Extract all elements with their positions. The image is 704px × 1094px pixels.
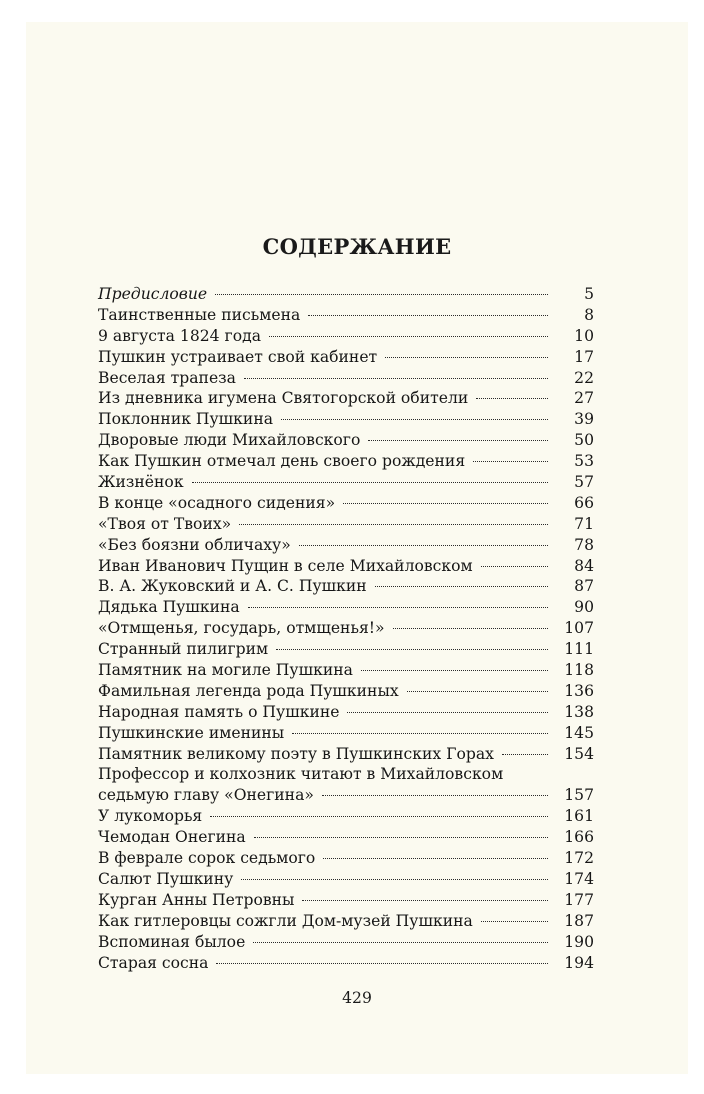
toc-entry-title: Дворовые люди Михайловского bbox=[98, 431, 361, 450]
toc-entry bbox=[98, 284, 594, 305]
toc-entry-page: 39 bbox=[574, 410, 594, 429]
toc-entry-title: «Отмщенья, государь, отмщенья!» bbox=[98, 619, 385, 638]
toc-entry bbox=[98, 681, 594, 702]
toc-entry-page: 166 bbox=[564, 828, 594, 847]
dot-leader bbox=[343, 503, 548, 504]
toc-entry bbox=[98, 535, 594, 556]
toc-entry-page: 136 bbox=[564, 681, 594, 700]
toc-entry bbox=[98, 514, 594, 535]
toc-entry-page: 84 bbox=[574, 556, 594, 575]
toc-entry-page: 161 bbox=[564, 807, 594, 826]
toc-entry-page: 66 bbox=[574, 493, 594, 512]
toc-entry-page: 107 bbox=[564, 619, 594, 638]
toc-entry bbox=[98, 451, 594, 472]
toc-entry-page: 154 bbox=[564, 744, 594, 763]
toc-entry bbox=[98, 368, 594, 389]
toc-entry-page: 190 bbox=[564, 932, 594, 951]
toc-entry bbox=[98, 764, 594, 806]
dot-leader bbox=[244, 378, 548, 379]
toc-entry-title: В. А. Жуковский и А. С. Пушкин bbox=[98, 577, 367, 596]
toc-entry-page: 111 bbox=[564, 640, 594, 659]
toc-entry-title: Как Пушкин отмечал день своего рождения bbox=[98, 452, 466, 471]
toc-entry-page: 17 bbox=[574, 347, 594, 366]
toc-entry bbox=[98, 660, 594, 681]
toc-entry-title: 9 августа 1824 года bbox=[98, 326, 262, 345]
dot-leader bbox=[502, 754, 548, 755]
dot-leader bbox=[407, 691, 548, 692]
toc-entry-title: Из дневника игумена Святогорской обители bbox=[98, 389, 469, 408]
dot-leader bbox=[281, 419, 548, 420]
dot-leader bbox=[241, 879, 548, 880]
toc-entry-title: Как гитлеровцы сожгли Дом-музей Пушкина bbox=[98, 911, 473, 930]
dot-leader bbox=[375, 586, 548, 587]
toc-entry bbox=[98, 305, 594, 326]
toc-entry-page: 10 bbox=[574, 326, 594, 345]
toc-entry-title: Поклонник Пушкина bbox=[98, 410, 274, 429]
toc-entry-title: Странный пилигрим bbox=[98, 640, 269, 659]
dot-leader bbox=[269, 336, 548, 337]
dot-leader bbox=[323, 858, 548, 859]
toc-entry bbox=[98, 932, 594, 953]
toc-entry-page: 78 bbox=[574, 535, 594, 554]
dot-leader bbox=[308, 315, 548, 316]
dot-leader bbox=[481, 566, 548, 567]
toc-entry-page: 27 bbox=[574, 389, 594, 408]
dot-leader bbox=[210, 816, 548, 817]
toc-entry-title-continued: седьмую главу «Онегина» bbox=[98, 786, 314, 805]
dot-leader bbox=[253, 942, 548, 943]
page-number: 429 bbox=[342, 989, 372, 1007]
table-of-contents bbox=[98, 284, 594, 973]
dot-leader bbox=[299, 545, 548, 546]
book-page bbox=[26, 22, 688, 1074]
toc-entry-title: Курган Анны Петровны bbox=[98, 890, 295, 909]
toc-entry-page: 22 bbox=[574, 368, 594, 387]
dot-leader bbox=[322, 795, 548, 796]
toc-entry-title: Пушкинские именины bbox=[98, 723, 285, 742]
toc-entry-page: 50 bbox=[574, 431, 594, 450]
toc-entry-page: 87 bbox=[574, 577, 594, 596]
toc-entry-title: Пушкин устраивает свой кабинет bbox=[98, 347, 378, 366]
dot-leader bbox=[473, 461, 548, 462]
toc-entry bbox=[98, 953, 594, 974]
toc-entry-page: 5 bbox=[584, 285, 594, 303]
toc-entry bbox=[98, 723, 594, 744]
toc-entry-title: В конце «осадного сидения» bbox=[98, 493, 336, 512]
toc-entry-title: Памятник на могиле Пушкина bbox=[98, 661, 353, 680]
toc-entry bbox=[98, 576, 594, 597]
toc-entry bbox=[98, 388, 594, 409]
contents-heading: СОДЕРЖАНИЕ bbox=[262, 234, 452, 259]
toc-entry bbox=[98, 556, 594, 577]
toc-entry-title: Вспоминая былое bbox=[98, 932, 246, 951]
toc-entry bbox=[98, 618, 594, 639]
dot-leader bbox=[216, 963, 548, 964]
toc-entry-title: Предисловие bbox=[98, 285, 208, 303]
toc-entry-title: Памятник великому поэту в Пушкинских Горах bbox=[98, 744, 494, 763]
toc-entry bbox=[98, 639, 594, 660]
dot-leader bbox=[368, 440, 548, 441]
dot-leader bbox=[239, 524, 548, 525]
toc-entry-title: Народная память о Пушкине bbox=[98, 702, 340, 721]
toc-entry-title: Старая сосна bbox=[98, 953, 209, 972]
dot-leader bbox=[361, 670, 548, 671]
toc-entry-title: Дядька Пушкина bbox=[98, 598, 240, 617]
toc-entry bbox=[98, 430, 594, 451]
toc-entry-continuation bbox=[98, 785, 594, 806]
toc-entry-page: 187 bbox=[564, 911, 594, 930]
toc-entry-page: 118 bbox=[564, 661, 594, 680]
toc-entry-page: 71 bbox=[574, 514, 594, 533]
toc-entry bbox=[98, 848, 594, 869]
toc-entry-title: «Твоя от Твоих» bbox=[98, 514, 232, 533]
toc-entry bbox=[98, 702, 594, 723]
toc-entry-page: 194 bbox=[564, 953, 594, 972]
toc-entry-page: 157 bbox=[564, 786, 594, 805]
toc-entry bbox=[98, 326, 594, 347]
toc-entry-page: 177 bbox=[564, 890, 594, 909]
toc-entry-page: 57 bbox=[574, 473, 594, 492]
dot-leader bbox=[276, 649, 548, 650]
dot-leader bbox=[192, 482, 548, 483]
toc-entry-page: 53 bbox=[574, 452, 594, 471]
dot-leader bbox=[393, 628, 548, 629]
toc-entry bbox=[98, 869, 594, 890]
toc-entry bbox=[98, 744, 594, 765]
toc-entry-title: Профессор и колхозник читают в Михайловском bbox=[98, 765, 504, 784]
toc-entry bbox=[98, 806, 594, 827]
dot-leader bbox=[481, 921, 548, 922]
dot-leader bbox=[385, 357, 548, 358]
toc-entry-page: 8 bbox=[584, 305, 594, 324]
toc-entry-page: 172 bbox=[564, 849, 594, 868]
toc-entry-page: 138 bbox=[564, 702, 594, 721]
toc-entry-title: Жизнёнок bbox=[98, 473, 184, 492]
dot-leader bbox=[254, 837, 548, 838]
toc-entry-title: Иван Иванович Пущин в селе Михайловском bbox=[98, 556, 473, 575]
toc-entry bbox=[98, 347, 594, 368]
dot-leader bbox=[215, 294, 548, 295]
toc-entry-title: Таинственные письмена bbox=[98, 305, 301, 324]
toc-entry-title: У лукоморья bbox=[98, 807, 203, 826]
toc-entry-page: 145 bbox=[564, 723, 594, 742]
dot-leader bbox=[248, 607, 548, 608]
toc-entry-title: Чемодан Онегина bbox=[98, 828, 246, 847]
toc-entry-title: Салют Пушкину bbox=[98, 869, 234, 888]
toc-entry bbox=[98, 827, 594, 848]
toc-entry bbox=[98, 472, 594, 493]
toc-entry bbox=[98, 409, 594, 430]
toc-entry bbox=[98, 597, 594, 618]
toc-entry-title-block bbox=[98, 764, 594, 806]
toc-entry-page: 174 bbox=[564, 869, 594, 888]
toc-entry bbox=[98, 890, 594, 911]
toc-entry-title: «Без боязни обличаху» bbox=[98, 535, 291, 554]
toc-entry-title: Веселая трапеза bbox=[98, 368, 236, 387]
toc-entry-title: Фамильная легенда рода Пушкиных bbox=[98, 681, 399, 700]
dot-leader bbox=[302, 900, 548, 901]
toc-entry-page: 90 bbox=[574, 598, 594, 617]
dot-leader bbox=[347, 712, 548, 713]
dot-leader bbox=[476, 398, 548, 399]
dot-leader bbox=[292, 733, 548, 734]
toc-entry-title: В феврале сорок седьмого bbox=[98, 849, 316, 868]
toc-entry bbox=[98, 493, 594, 514]
toc-entry bbox=[98, 911, 594, 932]
